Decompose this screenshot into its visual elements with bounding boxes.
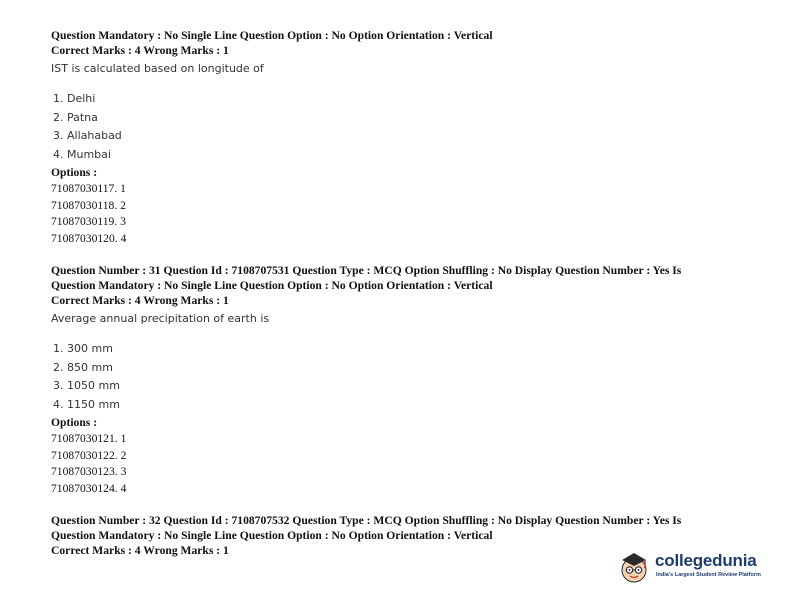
choice-item: 1. Delhi [53,92,96,105]
question-marks: Correct Marks : 4 Wrong Marks : 1 [51,294,229,307]
option-id: 71087030117. 1 [51,182,126,195]
choice-item: 3. Allahabad [53,129,122,142]
choice-item: 3. 1050 mm [53,379,120,392]
choice-item: 4. Mumbai [53,147,111,161]
option-id: 71087030123. 3 [51,465,127,478]
question-31 [51,263,751,497]
option-id-list [51,181,751,247]
choice-item: 1. 300 mm [53,342,113,355]
choice-list [51,90,751,164]
option-id: 71087030119. 3 [51,215,126,228]
choice-list [51,340,751,414]
collegedunia-watermark [615,548,775,588]
watermark-brand: collegedunia [655,551,757,570]
question-marks: Correct Marks : 4 Wrong Marks : 1 [51,544,229,557]
option-id: 71087030124. 4 [51,481,127,495]
question-text: IST is calculated based on longitude of [51,62,264,75]
options-heading: Options : [51,416,98,429]
choice-item: 2. 850 mm [53,360,113,374]
question-text: Average annual precipitation of earth is [51,312,270,325]
question-marks: Correct Marks : 4 Wrong Marks : 1 [51,44,229,57]
choice-item: 4. 1150 mm [53,397,120,411]
option-id: 71087030120. 4 [51,231,127,245]
option-id: 71087030122. 2 [51,448,127,462]
watermark-tagline: India's Largest Student Review Platform [656,572,761,578]
question-meta-line: Question Mandatory : No Single Line Question Option : No Option Orientation : Vertical [51,29,493,42]
question-30 [51,28,751,247]
option-id-list [51,431,751,497]
student-mascot-icon [615,548,653,586]
question-meta-line: Question Number : 32 Question Id : 7108707532 Question Type : MCQ Option Shuffling : No Display Question Number : Yes Is [51,514,682,527]
option-id: 71087030118. 2 [51,198,126,212]
options-heading: Options : [51,166,98,179]
question-paper [51,28,751,558]
option-id: 71087030121. 1 [51,432,127,445]
choice-item: 2. Patna [53,110,98,124]
question-meta-line: Question Mandatory : No Single Line Question Option : No Option Orientation : Vertical [51,279,493,292]
question-meta-line: Question Mandatory : No Single Line Question Option : No Option Orientation : Vertical [51,529,493,542]
question-meta-line: Question Number : 31 Question Id : 7108707531 Question Type : MCQ Option Shuffling : No Display Question Number : Yes Is [51,264,682,277]
